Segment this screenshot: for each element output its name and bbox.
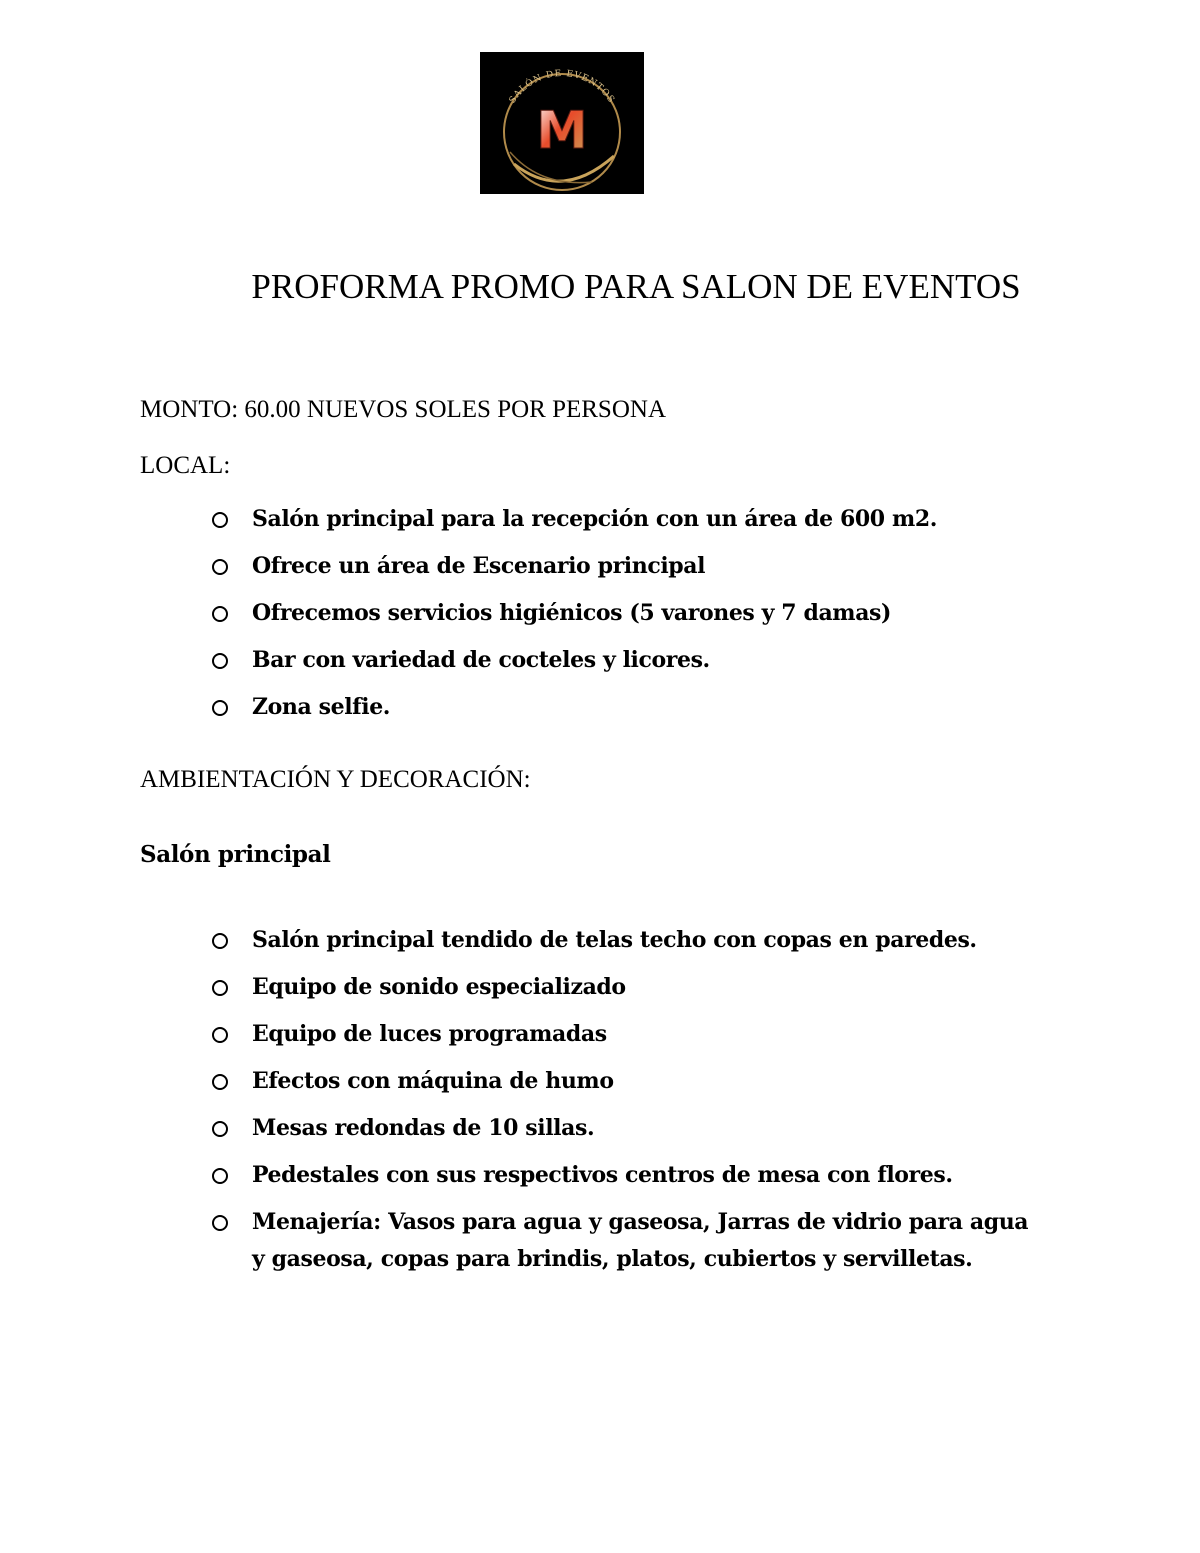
- circle-bullet-icon: [212, 1121, 228, 1137]
- circle-bullet-icon: [212, 512, 228, 528]
- circle-bullet-icon: [212, 653, 228, 669]
- salon-logo: [480, 52, 644, 194]
- list-item: Menajería: Vasos para agua y gaseosa, Jarras de vidrio para agua y gaseosa, copas para brindis, platos, cubiertos y servilletas.: [210, 1204, 1040, 1278]
- svg-text:SALÓN DE EVENTOS: [508, 69, 617, 106]
- list-item: Pedestales con sus respectivos centros de mesa con flores.: [210, 1157, 1040, 1194]
- local-list: [210, 501, 1040, 726]
- list-item: Salón principal para la recepción con un área de 600 m2.: [210, 501, 1040, 538]
- circle-bullet-icon: [212, 1027, 228, 1043]
- circle-bullet-icon: [212, 1074, 228, 1090]
- ambientacion-list: [210, 922, 1040, 1278]
- list-item: Equipo de luces programadas: [210, 1016, 1040, 1053]
- circle-bullet-icon: [212, 933, 228, 949]
- monto-line: MONTO: 60.00 NUEVOS SOLES POR PERSONA: [140, 396, 667, 423]
- list-item: Mesas redondas de 10 sillas.: [210, 1110, 1040, 1147]
- logo-arc-text: SALÓN DE EVENTOS: [507, 68, 617, 106]
- page-title: PROFORMA PROMO PARA SALON DE EVENTOS: [251, 267, 1021, 306]
- circle-bullet-icon: [212, 606, 228, 622]
- circle-bullet-icon: [212, 1215, 228, 1231]
- list-item: Bar con variedad de cocteles y licores.: [210, 642, 1040, 679]
- ambientacion-heading: AMBIENTACIÓN Y DECORACIÓN:: [140, 766, 531, 793]
- list-item: Efectos con máquina de humo: [210, 1063, 1040, 1100]
- list-item: Salón principal tendido de telas techo con copas en paredes.: [210, 922, 1040, 959]
- list-item: Equipo de sonido especializado: [210, 969, 1040, 1006]
- list-item: Zona selfie.: [210, 689, 1040, 726]
- list-item: Ofrecemos servicios higiénicos (5 varones y 7 damas): [210, 595, 1040, 632]
- circle-bullet-icon: [212, 700, 228, 716]
- circle-bullet-icon: [212, 980, 228, 996]
- circle-bullet-icon: [212, 559, 228, 575]
- local-heading: LOCAL:: [140, 452, 231, 479]
- logo-letter: M: [536, 101, 588, 161]
- circle-bullet-icon: [212, 1168, 228, 1184]
- list-item: Ofrece un área de Escenario principal: [210, 548, 1040, 585]
- salon-principal-subheading: Salón principal: [140, 841, 331, 868]
